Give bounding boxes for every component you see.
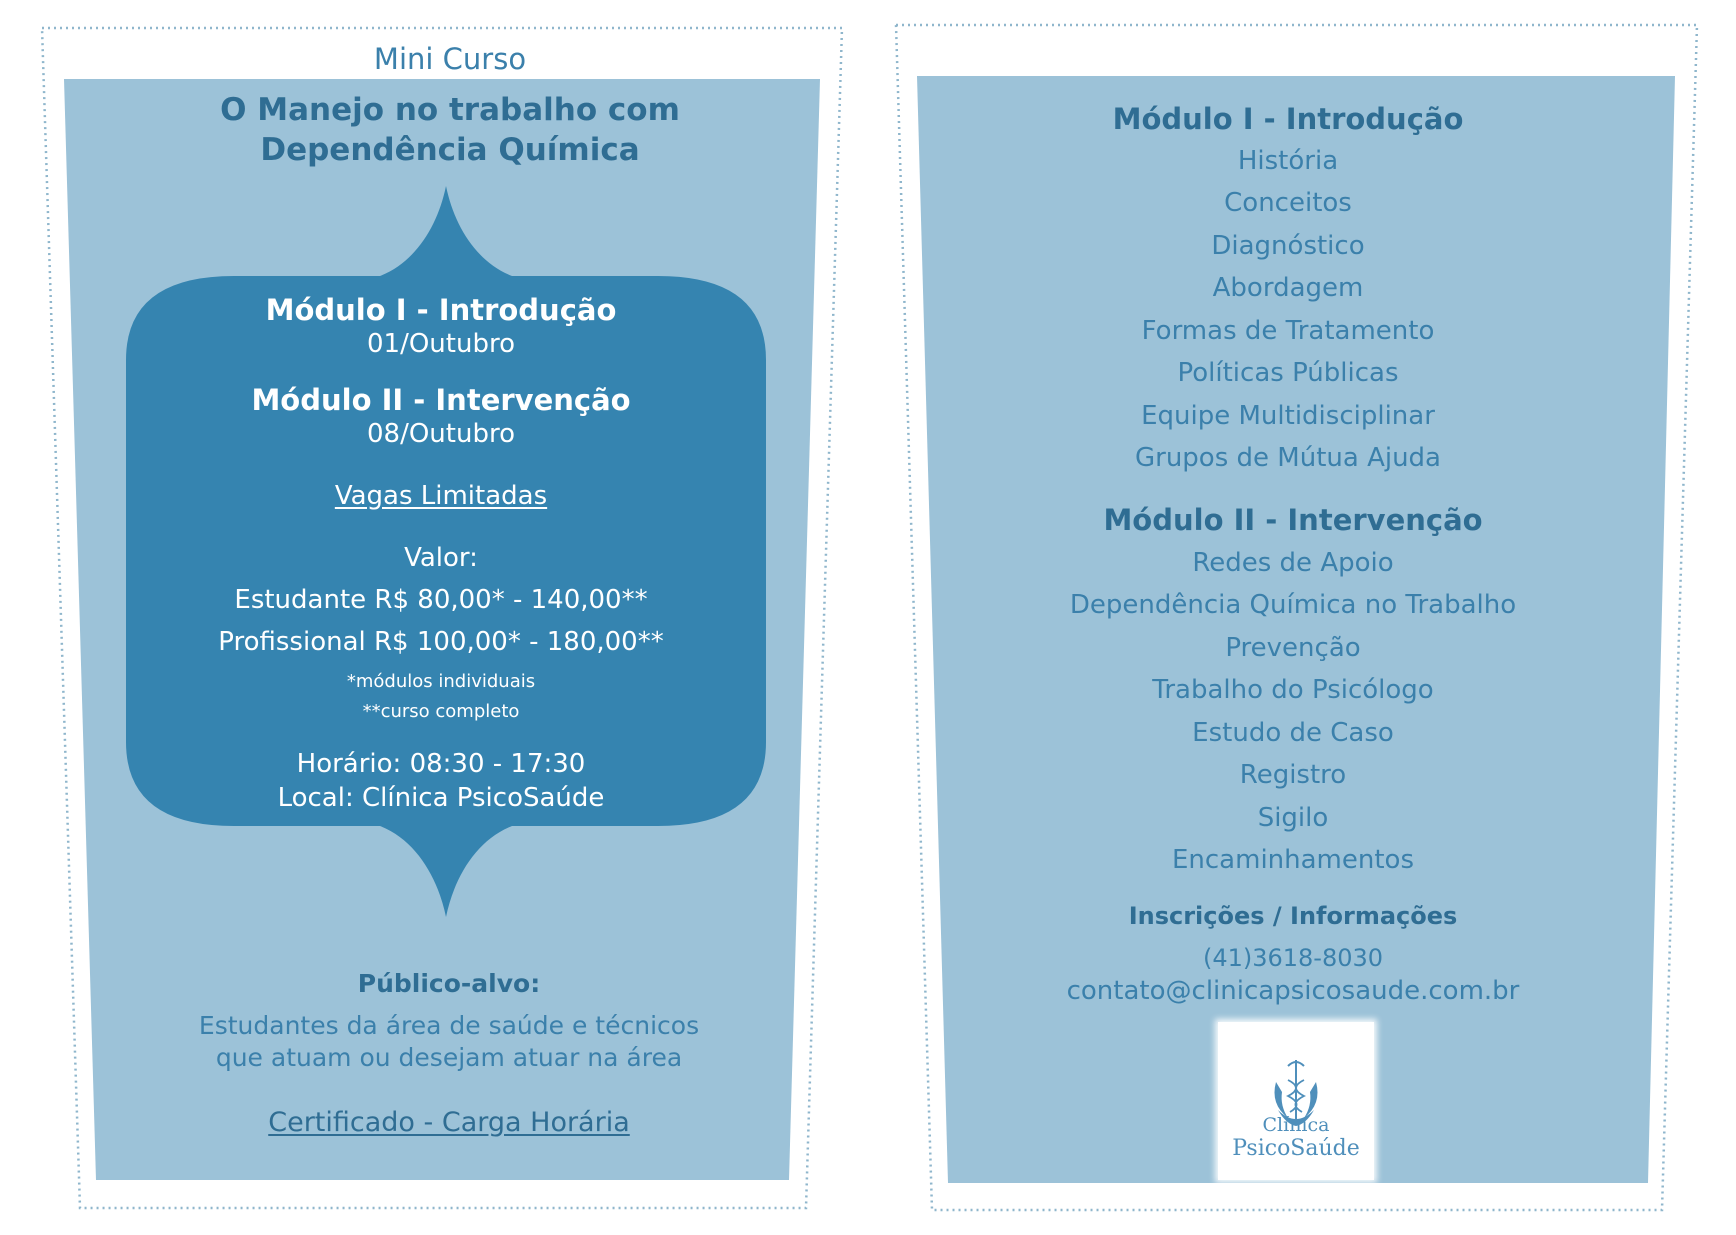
topic-conceitos: Conceitos bbox=[1224, 188, 1352, 218]
contact-email[interactable]: contato@clinicapsicosaude.com.br bbox=[1066, 976, 1520, 1006]
audience-title: Público-alvo: bbox=[357, 969, 541, 998]
topic-formas-tratamento: Formas de Tratamento bbox=[1141, 316, 1435, 346]
module2-title: Módulo II - Intervenção bbox=[251, 383, 631, 417]
certificate: Certificado - Carga Horária bbox=[268, 1107, 630, 1138]
topic-trabalho-psicologo: Trabalho do Psicólogo bbox=[1152, 675, 1434, 705]
valor-label: Valor: bbox=[404, 543, 478, 573]
horario: Horário: 08:30 - 17:30 bbox=[296, 749, 586, 779]
topic-dq-trabalho: Dependência Química no Trabalho bbox=[1069, 590, 1517, 620]
note-individual: *módulos individuais bbox=[346, 671, 536, 692]
topic-abordagem: Abordagem bbox=[1212, 273, 1364, 303]
vagas-limitadas: Vagas Limitadas bbox=[334, 481, 548, 511]
topic-estudo-caso: Estudo de Caso bbox=[1192, 718, 1394, 748]
contact-title: Inscrições / Informações bbox=[1128, 902, 1458, 930]
clinic-logo bbox=[1218, 1022, 1374, 1180]
contact-phone: (41)3618-8030 bbox=[1202, 944, 1384, 972]
note-complete: **curso completo bbox=[362, 701, 520, 722]
price-professional: Profissional R$ 100,00* - 180,00** bbox=[218, 627, 664, 657]
course-title-line2: Dependência Química bbox=[260, 132, 640, 168]
topic-equipe: Equipe Multidisciplinar bbox=[1141, 401, 1435, 431]
audience-line2: que atuam ou desejam atuar na área bbox=[215, 1043, 683, 1072]
mini-curso-label: Mini Curso bbox=[373, 42, 527, 76]
module1-date: 01/Outubro bbox=[367, 329, 515, 359]
topic-sigilo: Sigilo bbox=[1257, 803, 1329, 833]
logo-psicosaude: PsicoSaúde bbox=[1232, 1136, 1360, 1161]
topic-diagnostico: Diagnóstico bbox=[1211, 231, 1365, 261]
right-module1-title: Módulo I - Introdução bbox=[1112, 102, 1464, 136]
module1-title: Módulo I - Introdução bbox=[265, 293, 617, 327]
topic-encaminhamentos: Encaminhamentos bbox=[1171, 845, 1415, 875]
topic-historia: História bbox=[1237, 146, 1339, 176]
local: Local: Clínica PsicoSaúde bbox=[277, 783, 605, 813]
topic-prevencao: Prevenção bbox=[1225, 633, 1361, 663]
topic-politicas-publicas: Políticas Públicas bbox=[1177, 358, 1399, 388]
logo-clinica: Clínica bbox=[1262, 1114, 1330, 1136]
right-module2-title: Módulo II - Intervenção bbox=[1103, 503, 1483, 537]
audience-line1: Estudantes da área de saúde e técnicos bbox=[198, 1011, 700, 1040]
course-title-line1: O Manejo no trabalho com bbox=[220, 92, 680, 128]
price-student: Estudante R$ 80,00* - 140,00** bbox=[234, 585, 648, 615]
topic-grupos: Grupos de Mútua Ajuda bbox=[1134, 443, 1441, 473]
topic-registro: Registro bbox=[1239, 760, 1347, 790]
topic-redes-apoio: Redes de Apoio bbox=[1192, 548, 1394, 578]
module2-date: 08/Outubro bbox=[367, 419, 515, 449]
